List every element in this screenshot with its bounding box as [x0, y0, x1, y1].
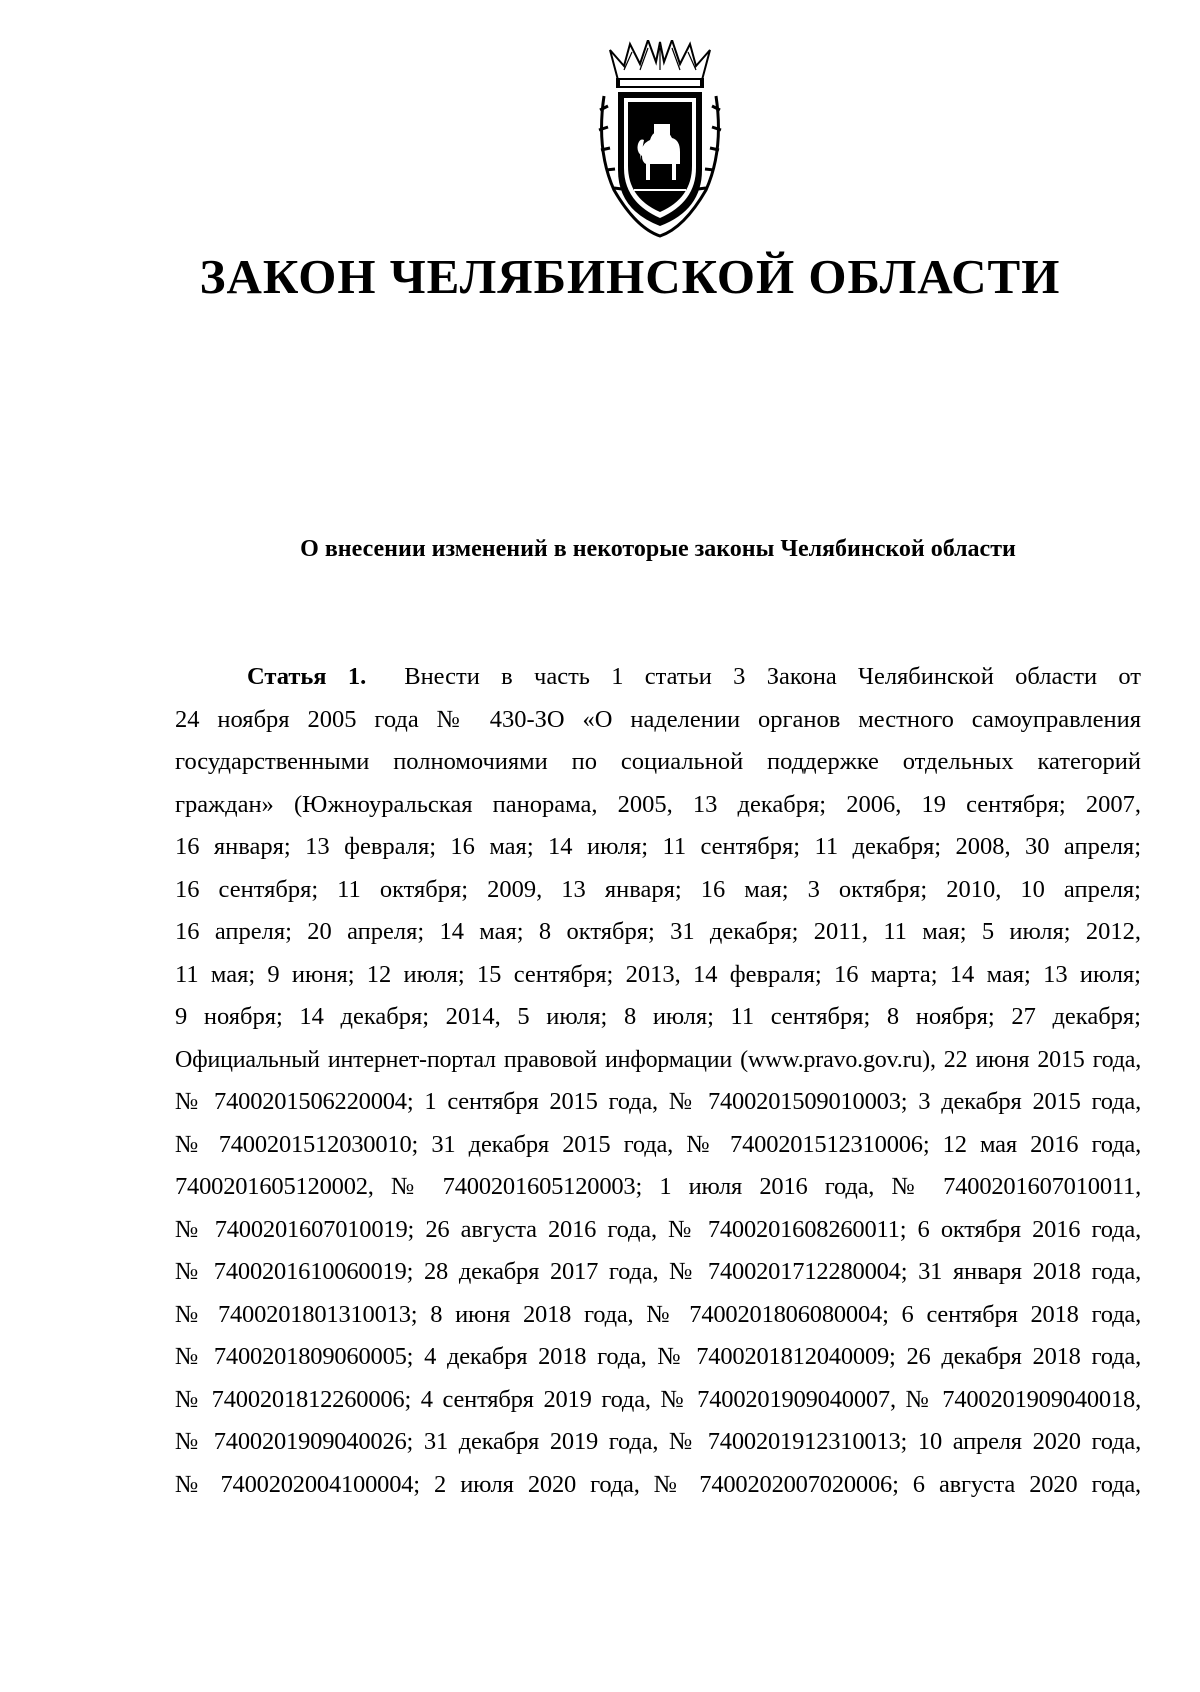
law-subtitle: О внесении изменений в некоторые законы Челябинской области [300, 536, 1016, 562]
article-line: № 7400201610060019; 28 декабря 2017 года, № 7400201712280004; 31 января 2018 года, [175, 1258, 1141, 1285]
article-line: № 7400201512030010; 31 декабря 2015 года, № 7400201512310006; 12 мая 2016 года, [175, 1130, 1141, 1158]
article-line: 16 апреля; 20 апреля; 14 мая; 8 октября; 31 декабря; 2011, 11 мая; 5 июля; 2012, [175, 918, 1141, 945]
article-line: 11 мая; 9 июня; 12 июля; 15 сентября; 2013, 14 февраля; 16 марта; 14 мая; 13 июля; [175, 960, 1141, 988]
article-line: № 7400201909040026; 31 декабря 2019 года, № 7400201912310013; 10 апреля 2020 года, [175, 1428, 1141, 1455]
article-line: № 7400201801310013; 8 июня 2018 года, № 7400201806080004; 6 сентября 2018 года, [175, 1300, 1141, 1328]
article-line: Официальный интернет-портал правовой информации (www.pravo.gov.ru), 22 июня 2015 года, [175, 1046, 1141, 1073]
article-line: № 7400201506220004; 1 сентября 2015 года, № 7400201509010003; 3 декабря 2015 года, [175, 1088, 1141, 1115]
article-line: № 7400201607010019; 26 августа 2016 года, № 7400201608260011; 6 октября 2016 года, [175, 1215, 1141, 1243]
article-line: 7400201605120002, № 7400201605120003; 1 июля 2016 года, № 7400201607010011, [175, 1173, 1141, 1200]
coat-of-arms-emblem [596, 40, 724, 240]
article-label: Статья 1. [247, 663, 367, 690]
law-title: ЗАКОН ЧЕЛЯБИНСКОЙ ОБЛАСТИ [199, 249, 1061, 304]
article-line: № 7400201812260006; 4 сентября 2019 года, № 7400201909040007, № 7400201909040018, [175, 1385, 1141, 1413]
article-line: 24 ноября 2005 года № 430-ЗО «О наделении органов местного самоуправления [175, 705, 1141, 733]
article-line: № 7400202004100004; 2 июля 2020 года, № 7400202007020006; 6 августа 2020 года, [175, 1470, 1141, 1498]
article-line: граждан» (Южноуральская панорама, 2005, 13 декабря; 2006, 19 сентября; 2007, [175, 790, 1141, 818]
article-line [175, 656, 1141, 699]
article-body [175, 656, 1141, 1506]
article-line-text: Внести в часть 1 статьи 3 Закона Челябинской области от [404, 663, 1141, 690]
article-line: государственными полномочиями по социальной поддержке отдельных категорий [175, 748, 1141, 775]
article-line: 16 сентября; 11 октября; 2009, 13 января; 16 мая; 3 октября; 2010, 10 апреля; [175, 875, 1141, 903]
article-line: 9 ноября; 14 декабря; 2014, 5 июля; 8 июля; 11 сентября; 8 ноября; 27 декабря; [175, 1003, 1141, 1030]
article-line: № 7400201809060005; 4 декабря 2018 года, № 7400201812040009; 26 декабря 2018 года, [175, 1343, 1141, 1370]
article-line: 16 января; 13 февраля; 16 мая; 14 июля; 11 сентября; 11 декабря; 2008, 30 апреля; [175, 833, 1141, 860]
